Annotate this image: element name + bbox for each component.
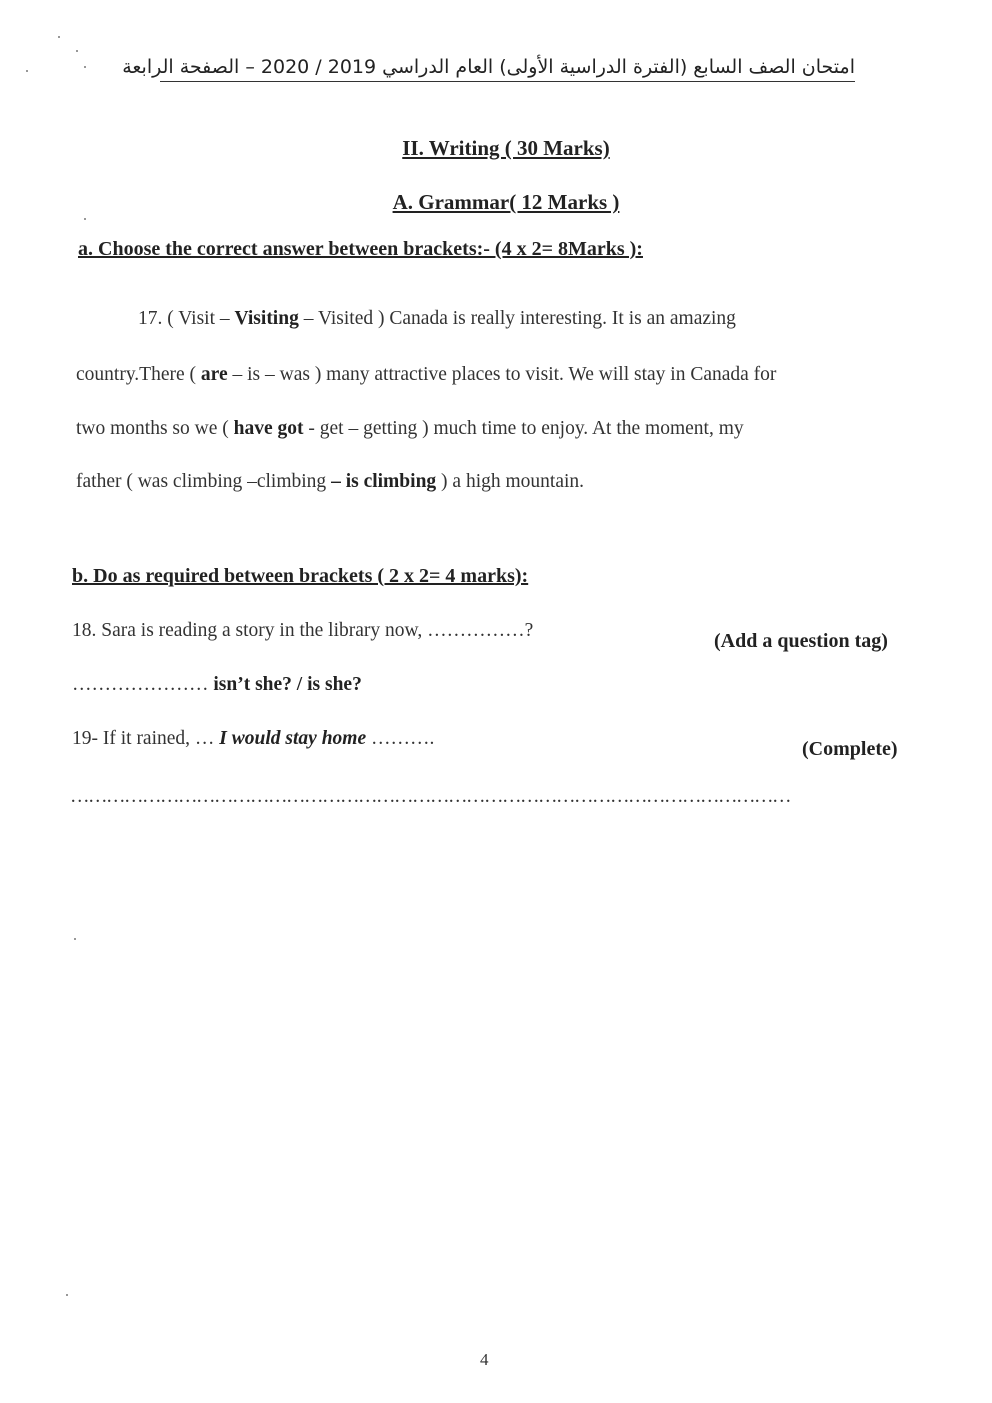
line-text: – Visited ) Canada is really interesting. It is an amazing (298, 308, 736, 329)
scan-speck (58, 36, 60, 38)
paragraph-line (138, 308, 736, 330)
question-19-answer: I would stay home (219, 728, 367, 749)
part-b-heading: b. Do as required between brackets ( 2 x 2= 4 marks): (72, 565, 529, 587)
page-number: 4 (480, 1350, 489, 1369)
scan-speck (84, 66, 86, 68)
line-text: ) a high mountain. (436, 471, 585, 492)
scan-speck (76, 50, 78, 52)
question-19-answer-line: ………………………………………………………………………………………………………… (70, 786, 790, 807)
scan-speck (26, 70, 28, 72)
line-text: father ( was climbing –climbing (76, 471, 332, 492)
paragraph-line (76, 418, 744, 440)
answer-text: – is climbing (331, 471, 437, 492)
question-18-instruction: (Add a question tag) (714, 630, 888, 652)
line-text: - get – getting ) much time to enjoy. At the moment, my (303, 418, 744, 439)
question-19-text (72, 728, 434, 750)
section-title: II. Writing ( 30 Marks) (402, 136, 610, 160)
line-text: country.There ( (76, 364, 201, 385)
paragraph-line (76, 364, 776, 386)
scan-speck (74, 938, 76, 940)
question-18-text: 18. Sara is reading a story in the library now, ……………? (72, 620, 534, 641)
paragraph-line (76, 471, 584, 493)
answer-text: Visiting (234, 308, 299, 329)
answer-text: are (200, 364, 228, 385)
question-18-answer: isn’t she? / is she? (208, 674, 362, 695)
subsection-title: A. Grammar( 12 Marks ) (392, 190, 620, 214)
line-text: – is – was ) many attractive places to visit. We will stay in Canada for (227, 364, 777, 385)
part-a-heading: a. Choose the correct answer between brackets:- (4 x 2= 8Marks ): (78, 238, 643, 260)
answer-text: have got (233, 418, 304, 439)
line-text: two months so we ( (76, 418, 234, 439)
line-text: 17. ( Visit – (138, 308, 235, 329)
question-18-answer-line (72, 674, 362, 696)
line-text: ………. (366, 728, 435, 749)
exam-header: امتحان الصف السابع (الفترة الدراسية الأولى) العام الدراسي 2019 / 2020 – الصفحة الرابعة (160, 56, 855, 82)
line-text: 19- If it rained, … (72, 728, 220, 749)
scan-speck (66, 1294, 68, 1296)
scan-speck (84, 218, 86, 220)
question-19-instruction: (Complete) (802, 738, 898, 760)
answer-dots: ………………… (72, 674, 209, 695)
